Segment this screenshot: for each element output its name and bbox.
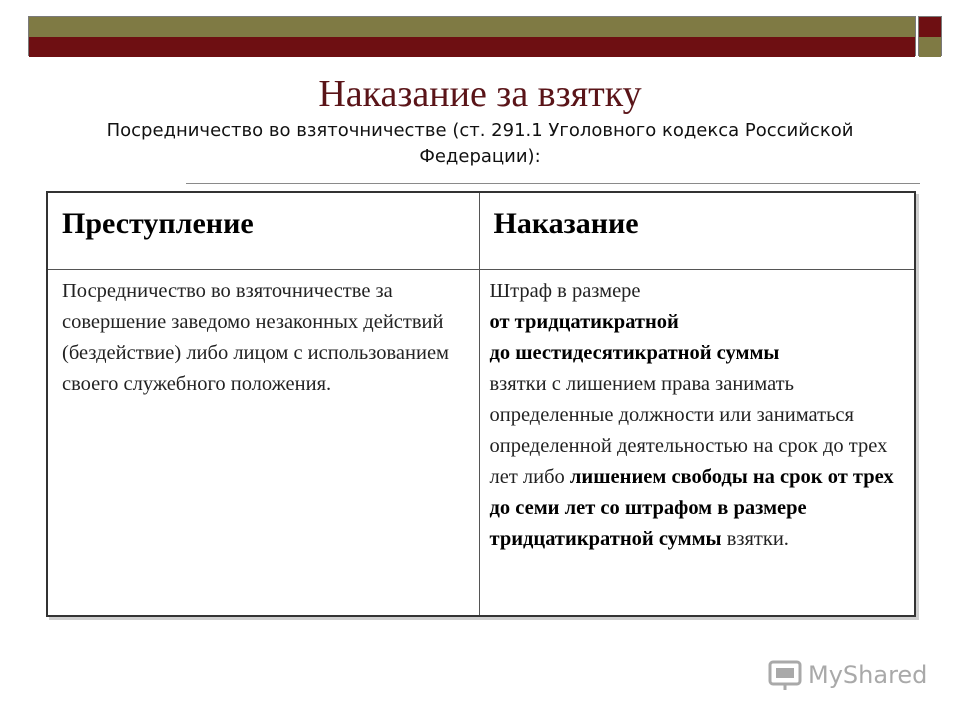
top-decor-bar [28, 16, 916, 56]
punishment-cell [479, 270, 915, 617]
top-bar-maroon-band [29, 37, 915, 57]
punishment-text-2: взятки с лишением права занимать определенные должности или заниматься определенной деятельностью на срок до трех лет либо [489, 373, 888, 488]
punishment-text-3: взятки. [726, 528, 789, 550]
watermark [768, 657, 927, 693]
header-crime: Преступление [47, 192, 479, 270]
header-punishment: Наказание [479, 192, 915, 270]
table-row [47, 270, 915, 617]
corner-maroon-band [919, 17, 941, 37]
punishment-text-1: Штраф в размере [489, 280, 641, 302]
corner-decor-box [918, 16, 942, 56]
slide-subtitle: Посредничество во взяточничестве (ст. 291.1 Уголовного кодекса Российской Федерации): [106, 120, 854, 167]
divider-line [186, 183, 920, 184]
punishment-bold-3: лишением свободы на срок от трех до семи лет со штрафом в размере тридцатикратной суммы [489, 466, 894, 550]
punishment-table [46, 191, 916, 617]
table-header-row [47, 192, 915, 270]
slide-title: Наказание за взятку [318, 73, 642, 115]
top-bar-olive-band [29, 17, 915, 37]
watermark-text: MyShared [808, 661, 928, 689]
punishment-bold-1: от тридцатикратной [489, 311, 679, 333]
corner-olive-band [919, 37, 941, 57]
punishment-bold-2: до шестидесятикратной суммы [489, 342, 780, 364]
presentation-icon [768, 658, 802, 692]
crime-cell: Посредничество во взяточничестве за совершение заведомо незаконных действий (бездействие) либо лицом с использованием своего служебного положения. [47, 270, 479, 617]
